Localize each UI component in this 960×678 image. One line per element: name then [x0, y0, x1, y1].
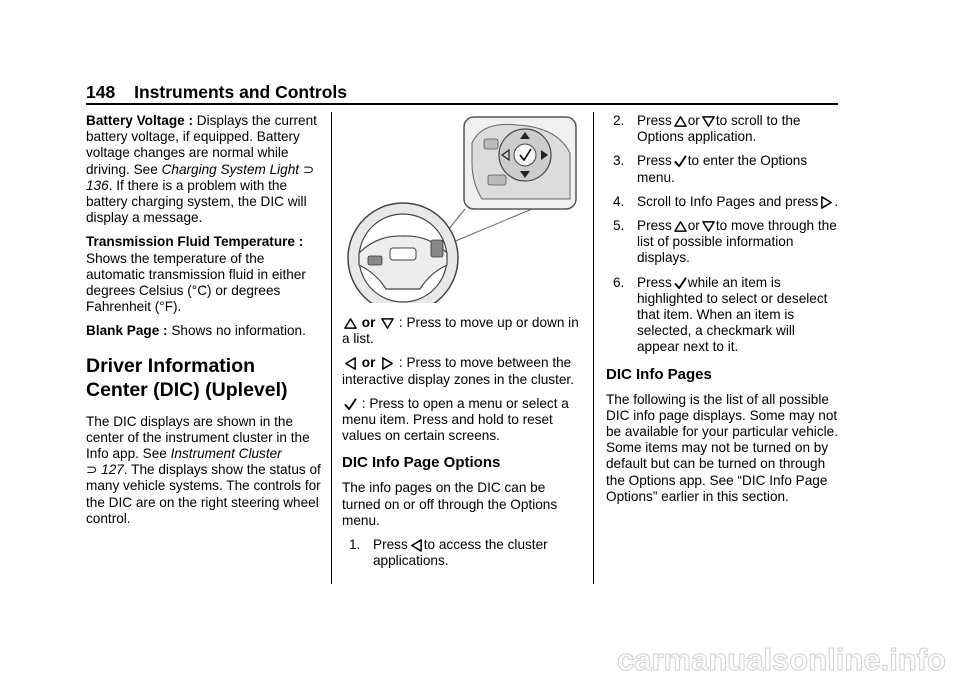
up-down-paragraph: or : Press to move up or down in a list.	[342, 315, 579, 347]
instrument-cluster-ref: Instrument Cluster	[170, 446, 282, 462]
page-ref-127[interactable]: 127	[101, 462, 124, 478]
dic-uplevel-heading: Driver Information Center (DIC) (Uplevel)	[86, 354, 288, 402]
down-arrow-icon	[702, 115, 715, 128]
left-arrow-icon	[410, 539, 423, 552]
select-paragraph: : Press to open a menu or select a menu item. Press and hold to reset values on certain screens.	[342, 395, 569, 444]
dic-info-page-options-heading: DIC Info Page Options	[342, 454, 501, 472]
up-arrow-icon	[344, 317, 357, 330]
right-arrow-icon	[381, 357, 394, 370]
step-4: 4. Scroll to Info Pages and press .	[613, 193, 839, 209]
column-middle	[342, 113, 580, 577]
column-right	[606, 113, 840, 513]
step-1: 1. Press to access the cluster applications.	[349, 537, 548, 569]
column-left	[86, 113, 322, 535]
column-divider-2	[593, 112, 594, 584]
steering-wheel-illustration	[342, 113, 580, 303]
section-title: Instruments and Controls	[134, 82, 348, 102]
watermark-text: carmanualsonline.info	[616, 642, 946, 676]
charging-system-light-ref: Charging System Light	[161, 161, 300, 177]
page-number: 148	[86, 82, 116, 102]
up-arrow-icon	[674, 115, 687, 128]
page-header	[86, 82, 347, 103]
left-right-paragraph: or : Press to move between the interactive display zones in the cluster.	[342, 355, 574, 387]
step-2: 2. Press or to scroll to the Options application.	[613, 113, 801, 145]
steering-wheel-icon	[348, 203, 458, 303]
page-ref-136[interactable]: 136	[86, 177, 109, 193]
down-arrow-icon	[702, 220, 715, 233]
watermark	[608, 640, 948, 676]
header-rule	[86, 103, 838, 105]
checkmark-icon	[674, 155, 687, 168]
options-intro-paragraph: The info pages on the DIC can be turned on or off through the Options menu.	[342, 480, 558, 528]
step-3: 3. Press to enter the Options menu.	[613, 153, 808, 185]
right-arrow-icon	[820, 196, 833, 209]
down-arrow-icon	[381, 317, 394, 330]
transmission-fluid-paragraph: Transmission Fluid Temperature : Shows the temperature of the automatic transmission fluid in either degrees Celsius (°C) or degrees Fahrenheit (°F).	[86, 234, 306, 315]
checkmark-icon	[674, 277, 687, 290]
dic-info-pages-heading: DIC Info Pages	[606, 365, 712, 383]
left-arrow-icon	[344, 357, 357, 370]
up-arrow-icon	[674, 220, 687, 233]
blank-page-label: Blank Page :	[86, 323, 168, 339]
column-divider-1	[331, 112, 332, 584]
dic-intro-paragraph: The DIC displays are shown in the center of the instrument cluster in the Info app. See Instrument Cluster ⊃ 127. The displays show the status of many vehicle systems. The controls for the DIC are on the right steering wheel control.	[86, 413, 321, 526]
step-6: 6. Press while an item is highlighted to select or deselect that item. When an item is selected, a checkmark will appear next to it.	[613, 274, 828, 355]
transmission-fluid-label: Transmission Fluid Temperature :	[86, 234, 304, 250]
blank-page-paragraph: Blank Page : Shows no information.	[86, 323, 306, 339]
step-5: 5. Press or to move through the list of possible information displays.	[613, 218, 837, 266]
battery-voltage-paragraph: Battery Voltage : Displays the current battery voltage, if equipped. Battery voltage changes are normal while driving. See Charging System Light ⊃ 136. If there is a problem with the battery charging system, the DIC will display a message.	[86, 113, 317, 226]
right-controls-inset	[464, 117, 576, 209]
battery-voltage-label: Battery Voltage :	[86, 113, 194, 128]
checkmark-icon	[344, 398, 357, 411]
info-pages-paragraph: The following is the list of all possible DIC info page displays. Some may not be available for your particular vehicle. Some items may not be turned on by default but can be turned on through the Options app. See “DIC Info Page Options” earlier in this section.	[606, 391, 838, 504]
